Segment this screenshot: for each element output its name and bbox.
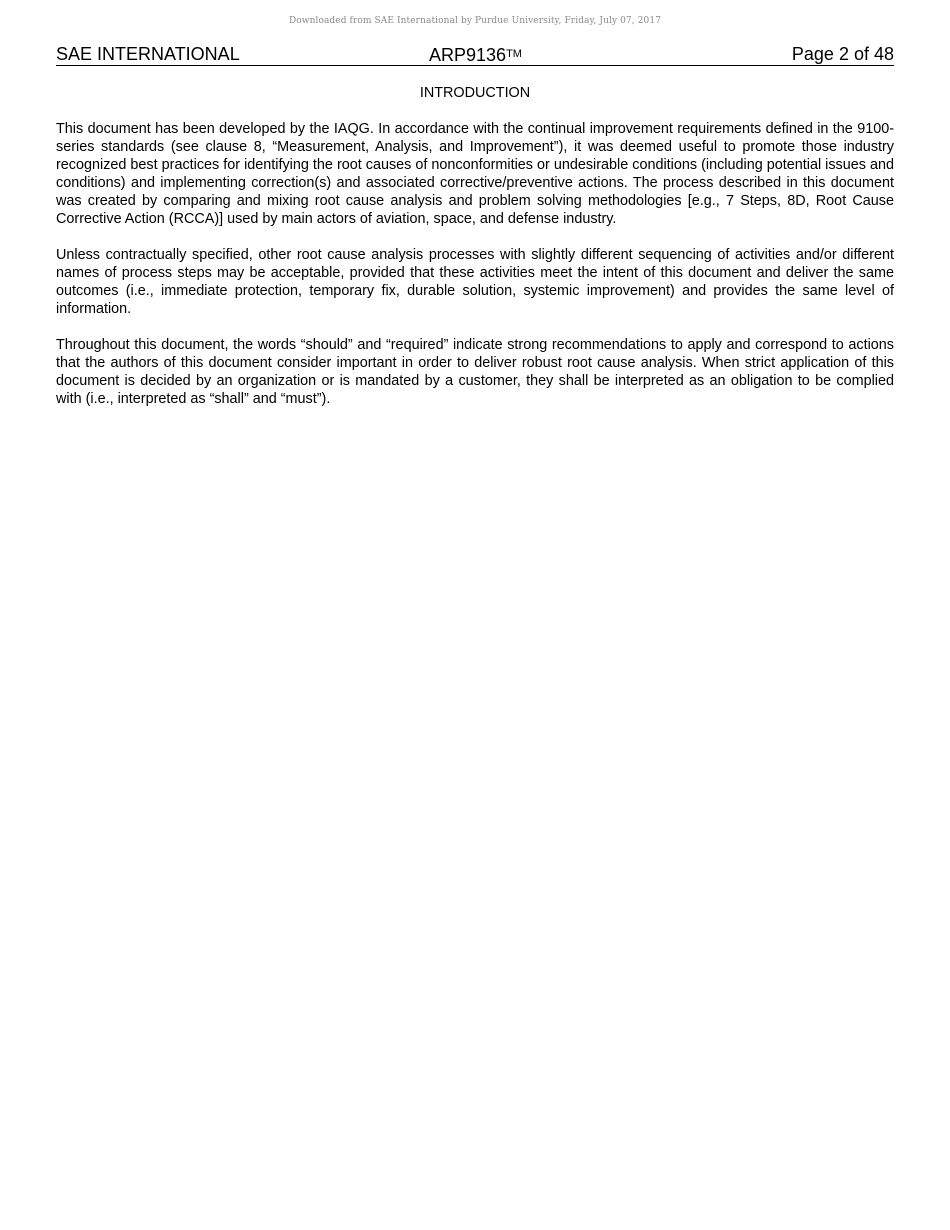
paragraph-alternative-processes: Unless contractually specified, other root cause analysis processes with slightly different sequencing of activities and/or different names of process steps may be acceptable, provided that these activities meet the intent of this document and deliver the same outcomes (i.e., immediate protection, temporary fix, durable solution, systemic improvement) and provides the same level of information.: [56, 247, 894, 317]
paragraph-terminology: Throughout this document, the words “should” and “required” indicate strong recommendations to apply and correspond to actions that the authors of this document consider important in order to deliver robust root cause analysis. When strict application of this document is decided by an organization or is mandated by a customer, they shall be interpreted as an obligation to be complied with (i.e., interpreted as “shall” and “must”).: [56, 337, 894, 407]
running-header: [56, 44, 894, 66]
document-number-text: ARP9136: [429, 45, 507, 65]
paragraph-intro: This document has been developed by the IAQG. In accordance with the continual improvement requirements defined in the 9100-series standards (see clause 8, “Measurement, Analysis, and Improvement”), it was deemed useful to promote those industry recognized best practices for identifying the root causes of nonconformities or undesirable conditions (including potential issues and conditions) and implementing correction(s) and associated corrective/preventive actions. The process described in this document was created by comparing and mixing root cause analysis and problem solving methodologies [e.g., 7 Steps, 8D, Root Cause Corrective Action (RCCA)] used by main actors of aviation, space, and defense industry.: [56, 121, 894, 227]
trademark-symbol: TM: [506, 48, 522, 60]
download-watermark: Downloaded from SAE International by Purdue University, Friday, July 07, 2017: [288, 16, 662, 26]
header-organization: SAE INTERNATIONAL: [56, 44, 240, 64]
document-body: [56, 84, 894, 426]
section-title: INTRODUCTION: [419, 85, 531, 101]
header-page-number: Page 2 of 48: [791, 44, 894, 64]
header-document-number: [429, 44, 522, 66]
